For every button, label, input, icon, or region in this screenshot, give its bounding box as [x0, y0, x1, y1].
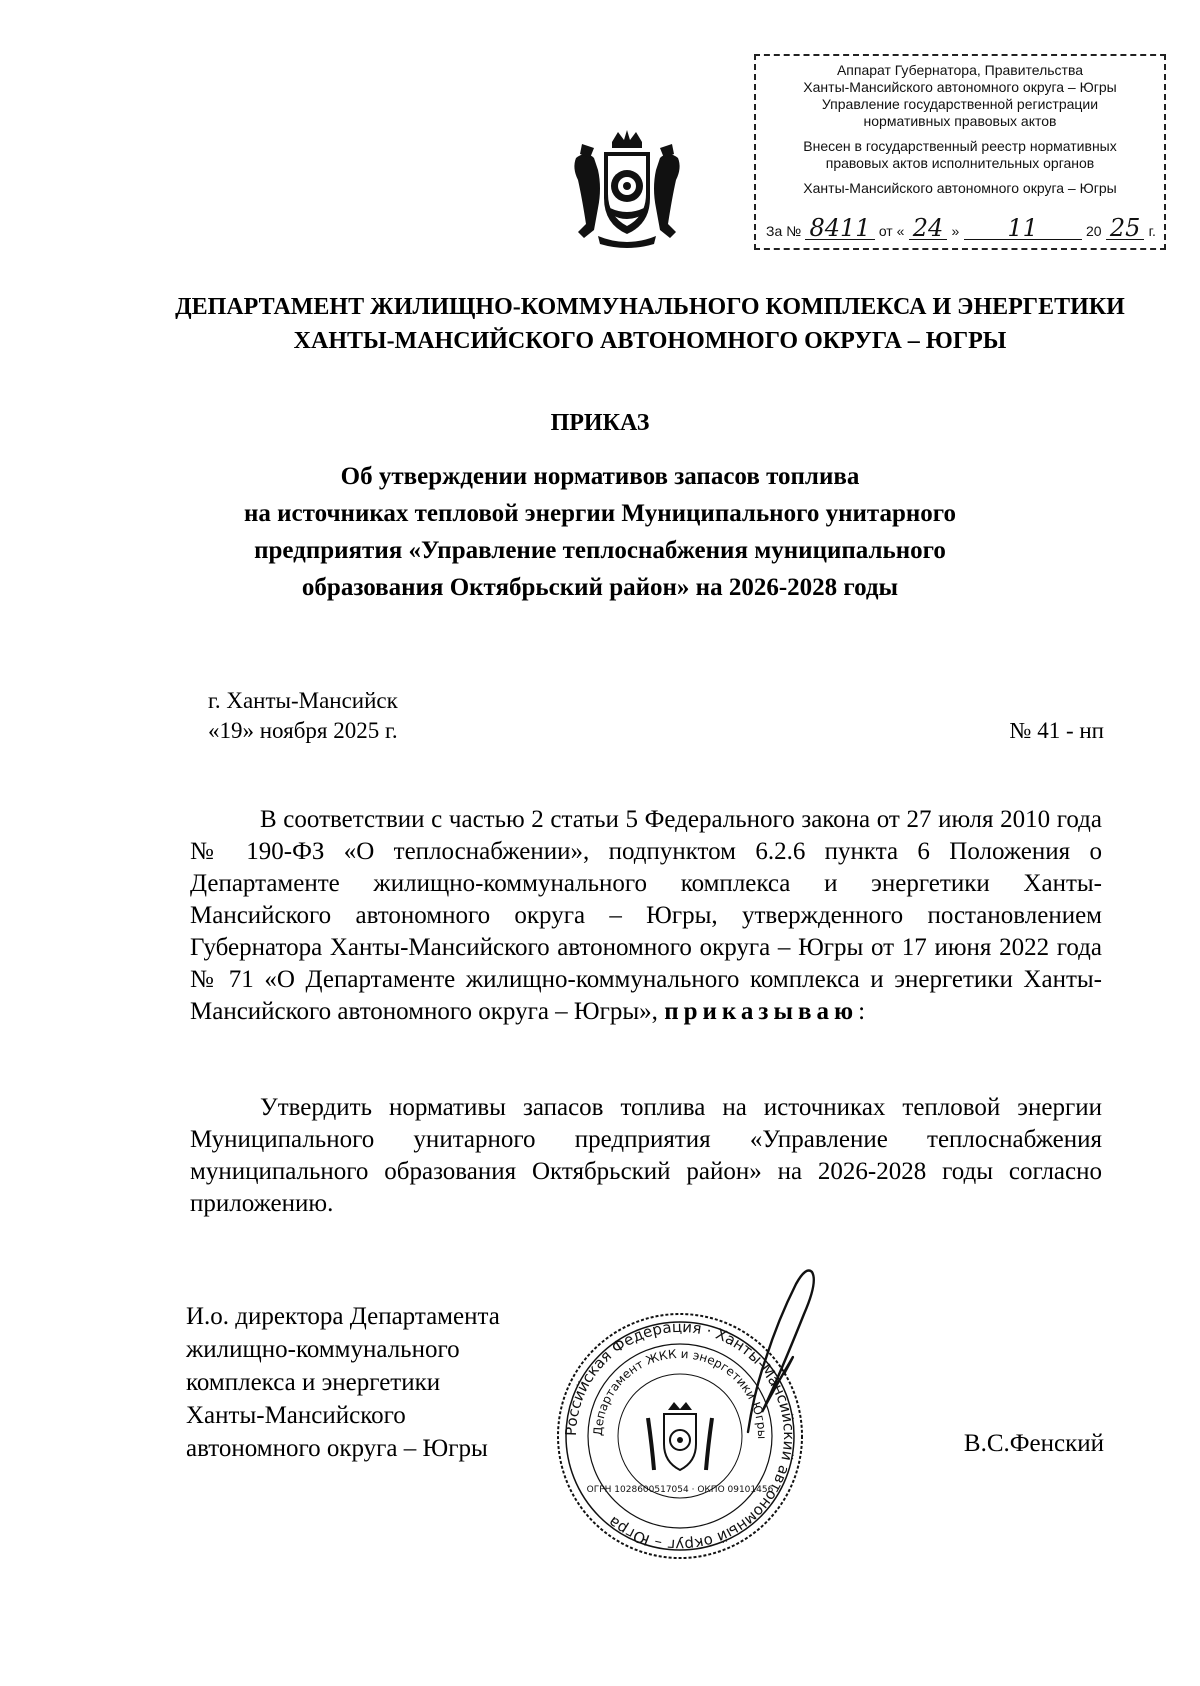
reg-date-label: от «: [878, 223, 905, 239]
reg-date-mid: »: [951, 223, 960, 239]
order-subject: [180, 458, 1020, 606]
order-number: № 41 - нп: [1009, 718, 1104, 743]
signer-name: В.С.Фенский: [963, 1430, 1104, 1457]
subject-line: Об утверждении нормативов запасов топлива: [340, 463, 860, 490]
department-line: ХАНТЫ-МАНСИЙСКОГО АВТОНОМНОГО ОКРУГА – ЮГРЫ: [293, 328, 1007, 354]
handwritten-signature: [718, 1262, 828, 1442]
registration-number-row: [766, 214, 1156, 242]
place-and-date: [208, 686, 398, 746]
coat-of-arms-icon: [568, 128, 686, 250]
reg-year-suffix: г.: [1148, 223, 1156, 239]
order-date: «19» ноября 2025 г.: [208, 718, 398, 743]
stamp-line: нормативных правовых актов: [863, 113, 1057, 129]
order-word: приказываю: [664, 998, 859, 1025]
signer-position-line: жилищно-коммунального: [186, 1336, 460, 1363]
reg-day-handwritten: 24: [909, 217, 948, 240]
reg-number-label: За №: [766, 223, 802, 239]
reg-number-handwritten: 8411: [805, 217, 874, 240]
signer-position-line: автономного округа – Югры: [186, 1435, 488, 1462]
subject-line: предприятия «Управление теплоснабжения муниципального: [254, 537, 946, 564]
preamble-text: В соответствии с частью 2 статьи 5 Федерального закона от 27 июля 2010 года № 190-ФЗ «О теплоснабжении», подпунктом 6.2.6 пункта 6 Положения о Департаменте жилищно-коммунального комплекса и энергетики Ханты-Мансийского автономного округа – Югры, утвержденного постановлением Губернатора Ханты-Мансийского автономного округа – Югры от 17 июня 2022 года № 71 «О Департаменте жилищно-коммунального комплекса и энергетики Ханты-Мансийского автономного округа – Югры»,: [190, 806, 1102, 1025]
department-line: ДЕПАРТАМЕНТ ЖИЛИЩНО-КОММУНАЛЬНОГО КОМПЛЕКСА И ЭНЕРГЕТИКИ: [175, 294, 1125, 320]
signer-position-line: И.о. директора Департамента: [186, 1303, 500, 1330]
stamp-line: Управление государственной регистрации: [821, 96, 1099, 112]
registration-stamp: [754, 54, 1166, 250]
seal-inner-text: Департамент ЖКК и энергетики Югры: [590, 1346, 770, 1440]
reg-month-handwritten: 11: [964, 217, 1082, 240]
stamp-line: Аппарат Губернатора, Правительства: [836, 62, 1084, 78]
body-paragraph-preamble: [190, 804, 1102, 1028]
signer-position: [186, 1300, 500, 1465]
stamp-line: Ханты-Мансийского автономного округа – Югры: [803, 79, 1117, 95]
subject-line: образования Октябрьский район» на 2026-2028 годы: [301, 574, 899, 601]
body-paragraph-resolution: Утвердить нормативы запасов топлива на источниках тепловой энергии Муниципального унитарного предприятия «Управление теплоснабжения муниципального образования Октябрьский район» на 2026-2028 годы согласно приложению.: [190, 1094, 1102, 1217]
order-title: ПРИКАЗ: [550, 410, 650, 436]
signer-position-line: комплекса и энергетики: [186, 1369, 441, 1396]
city: г. Ханты-Мансийск: [208, 688, 398, 713]
department-name: [160, 290, 1140, 358]
reg-year-handwritten: 25: [1106, 217, 1145, 240]
reg-year-prefix: 20: [1085, 223, 1102, 239]
seal-codes: ОГРН 1028600517054 · ОКПО 09101456: [586, 1485, 774, 1495]
stamp-line: Внесен в государственный реестр нормативных: [803, 138, 1117, 154]
subject-line: на источниках тепловой энергии Муниципального унитарного: [244, 500, 956, 527]
seal-outer-text: Российская Федерация · Ханты-Мансийский автономный округ – Югра: [561, 1317, 799, 1555]
stamp-line: Ханты-Мансийского автономного округа – Югры: [803, 180, 1117, 196]
signer-position-line: Ханты-Мансийского: [186, 1402, 406, 1429]
preamble-end: :: [858, 998, 866, 1025]
stamp-line: правовых актов исполнительных органов: [825, 155, 1095, 171]
